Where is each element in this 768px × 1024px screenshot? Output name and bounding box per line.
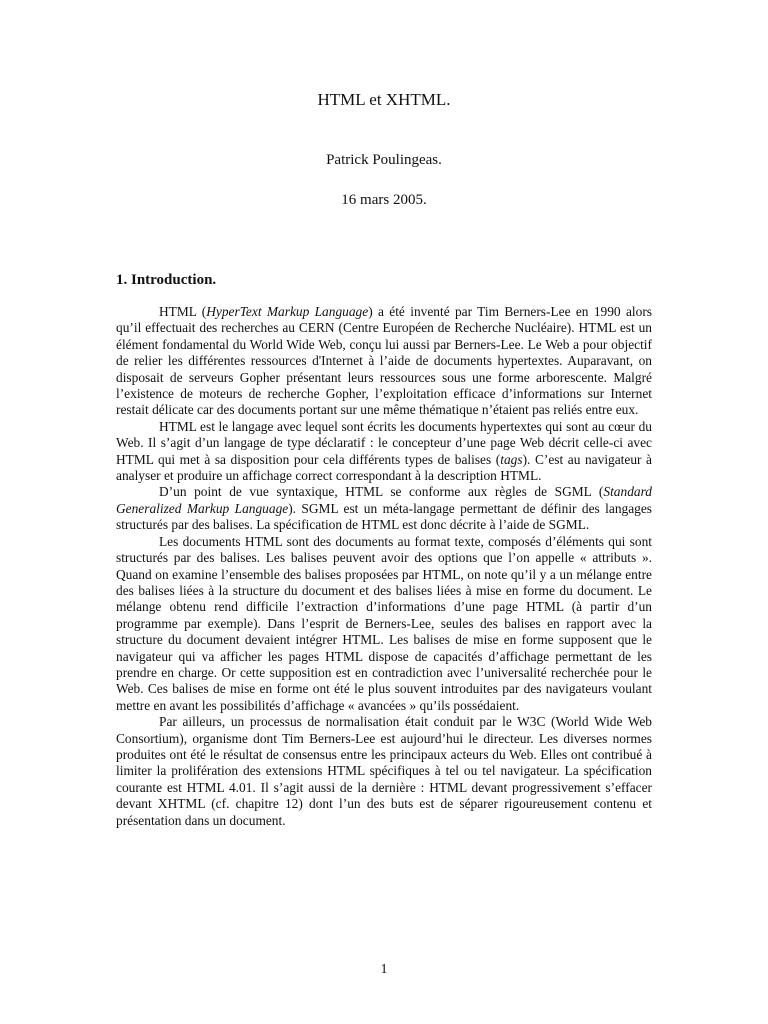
paragraph-text: Par ailleurs, un processus de normalisation était conduit par le W3C (World Wide Web Consortium), organisme dont Tim Berners-Lee est aujourd’hui le directeur. Les diverses normes produites ont été le résultat de consensus entre les principaux acteurs du Web. Elles ont contribué à limiter la prolifération des extensions HTML spécifiques à tel ou tel navigateur. La spécification courante est HTML 4.01. Il s’agit aussi de la dernière : HTML devant progressivement s’effacer devant XHTML (cf. chapitre 12) dont l’un des buts est de séparer rigoureusement contenu et présentation dans un document.: [116, 714, 652, 828]
paragraph-text: ). SGML est un méta-langage permettant de définir des langages structurés par des balises. La spécification de HTML est donc décrite à l’aide de SGML.: [116, 500, 653, 533]
paragraph-italic-term: HyperText Markup Language: [206, 304, 369, 319]
section-body: [116, 304, 652, 829]
section-heading-suffix: .: [212, 272, 217, 288]
paragraph-text: HTML est le langage avec lequel sont écrits les documents hypertextes qui sont au cœur du Web. Il s’agit d’un langage de type déclaratif : le concepteur d’une page Web décrit celle-ci avec HTML qui met à sa disposition pour cela différents types de balises (: [116, 418, 652, 467]
document-author: Patrick Poulingeas.: [326, 152, 442, 168]
paragraph-italic-term: Standard Generalized Markup Language: [116, 484, 652, 516]
section-heading: [116, 272, 216, 289]
paragraph: [116, 419, 652, 485]
paragraph-text: Les documents HTML sont des documents au format texte, composés d’éléments qui sont structurés par des balises. Les balises peuvent avoir des options que l’on appelle « attributs ». Quand on examine l’ensemble des balises proposées par HTML, on note qu’il y a un mélange entre des balises liées à la structure du document et des balises liées à mise en forme du document. Le mélange obtenu rend difficile l’extraction d’informations d’une page HTML (à partir d’un programme par exemple). Dans l’esprit de Berners-Lee, seules des balises en rapport avec la structure du document devaient intégrer HTML. Les balises de mise en forme supposent que le navigateur qui va afficher les pages HTML dispose de capacités d’affichage permettant de les prendre en charge. Or cette supposition est en contradiction avec l’universalité recherchée pour le Web. Ces balises de mise en forme ont été le plus souvent introduites par des navigateurs voulant mettre en avant les possibilités d’affichage « avancées » qu’ils possédaient.: [116, 533, 652, 713]
section-heading-text: 1. Introduction: [116, 272, 213, 288]
paragraph: [116, 484, 652, 533]
page-number: 1: [380, 962, 388, 977]
paragraph: [116, 534, 652, 714]
paragraph: [116, 304, 652, 419]
document-title: HTML et XHTML.: [317, 90, 451, 109]
document-date: 16 mars 2005.: [341, 192, 427, 208]
paragraph-text: HTML (: [159, 304, 207, 319]
paragraph-text: ). C’est au navigateur à analyser et produire un affichage correct correspondant à la description HTML.: [116, 451, 652, 484]
paragraph-text: D’un point de vue syntaxique, HTML se conforme aux règles de SGML (: [159, 484, 604, 500]
paragraph-italic-term: tags: [500, 451, 523, 467]
paragraph: [116, 714, 652, 829]
paragraph-text: ) a été inventé par Tim Berners-Lee en 1990 alors qu’il effectuait des recherches au CERN (Centre Européen de Recherche Nucléaire). HTML est un élément fondamental du World Wide Web, conçu lui aussi par Berners-Lee. Le Web a pour objectif de relier les différentes ressources d'Internet à l’aide de documents hypertextes. Auparavant, on disposait de serveurs Gopher présentant leurs ressources sous une forme arborescente. Malgré l’existence de moteurs de recherche Gopher, l’exploitation efficace d’informations sur Internet restait délicate car des documents portant sur une même thématique n’étaient pas reliés entre eux.: [116, 304, 652, 418]
